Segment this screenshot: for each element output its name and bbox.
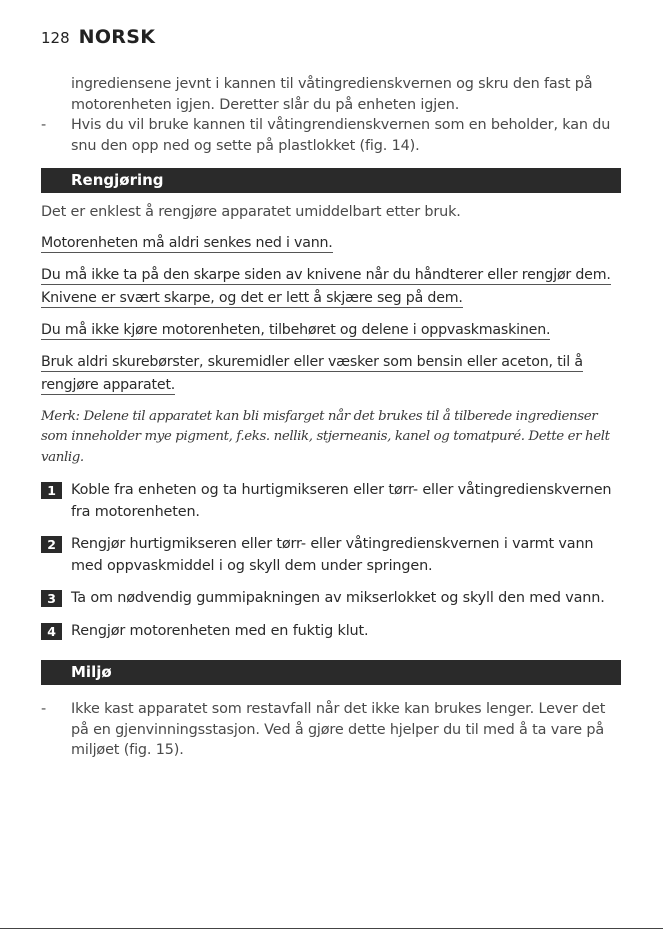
step-text: Rengjør motorenheten med en fuktig klut.	[71, 622, 369, 639]
page-bottom-rule	[0, 928, 663, 929]
step-number-badge: 3	[41, 590, 62, 607]
list-item-text: Hvis du vil bruke kannen til våtingrendienskvernen som en beholder, kan du snu den opp ned og sette på plastlokket (fig. 14).	[71, 117, 611, 154]
note-text: Merk: Delene til apparatet kan bli misfarget når det brukes til å tilberede ingredienser som inneholder mye pigment, f.eks. nellik, stjerneanis, kanel og tomatpuré. Dette er helt vanlig.	[41, 408, 610, 465]
step-text: Koble fra enheten og ta hurtigmikseren eller tørr- eller våtingredienskvernen fra motorenheten.	[71, 482, 612, 520]
section-heading-cleaning: Rengjøring	[41, 168, 621, 193]
page-content	[41, 74, 621, 761]
cleaning-intro: Det er enklest å rengjøre apparatet umiddelbart etter bruk.	[41, 204, 461, 220]
continued-paragraph: ingrediensene jevnt i kannen til våtingredienskvernen og skru den fast på motorenheten igjen. Deretter slår du på enheten igjen.	[71, 76, 593, 113]
list-item	[41, 115, 621, 156]
section-heading-environment: Miljø	[41, 660, 621, 685]
list-item-text: Ikke kast apparatet som restavfall når det ikke kan brukes lenger. Lever det på en gjenvinningsstasjon. Ved å gjøre dette hjelper du til med å ta vare på miljøet (fig. 15).	[71, 701, 606, 758]
step-number-badge: 4	[41, 623, 62, 640]
list-dash: -	[41, 701, 47, 717]
step-item	[41, 588, 621, 610]
list-item	[41, 699, 621, 761]
list-dash: -	[41, 117, 47, 133]
page-number: 128	[41, 29, 70, 47]
step-number-badge: 2	[41, 536, 62, 553]
step-item	[41, 480, 621, 523]
step-number-badge: 1	[41, 482, 62, 499]
step-text: Ta om nødvendig gummipakningen av mikserlokket og skyll den med vann.	[71, 590, 605, 606]
warning-text: Du må ikke ta på den skarpe siden av knivene når du håndterer eller rengjør dem. Knivene er svært skarpe, og det er lett å skjære seg på dem.	[41, 266, 611, 306]
step-text: Rengjør hurtigmikseren eller tørr- eller våtingredienskvernen i varmt vann med oppvaskmiddel i og skyll dem under springen.	[71, 536, 594, 574]
page-language-title: NORSK	[78, 26, 156, 48]
step-item	[41, 534, 621, 577]
cleaning-steps	[41, 480, 621, 642]
page-header	[41, 26, 155, 52]
warning-text: Bruk aldri skurebørster, skuremidler eller væsker som bensin eller aceton, til å rengjøre apparatet.	[41, 353, 583, 393]
warning-text: Motorenheten må aldri senkes ned i vann.	[41, 234, 333, 251]
step-item	[41, 621, 621, 643]
warning-text: Du må ikke kjøre motorenheten, tilbehøret og delene i oppvaskmaskinen.	[41, 321, 551, 338]
